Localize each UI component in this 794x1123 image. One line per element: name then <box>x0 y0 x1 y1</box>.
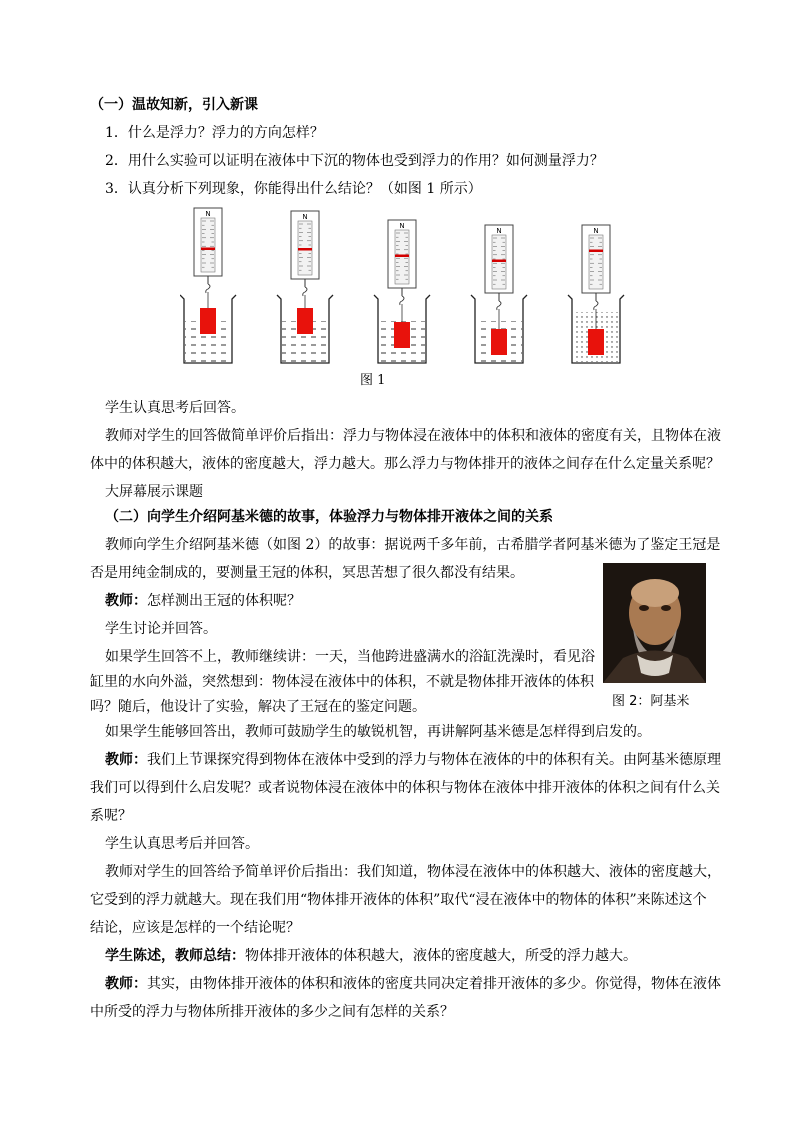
paragraph-students-answer: 学生认真思考后回答。 <box>105 400 245 416</box>
paragraph-teacher-2-2: 我们可以得到什么启发呢？或者说物体浸在液体中的体积与物体在液体中排开液体的体积之间有什么关 <box>90 780 720 796</box>
teacher-question-text: 怎样测出王冠的体积呢？ <box>147 593 301 609</box>
paragraph-story-1: 如果学生回答不上，教师继续讲：一天，当他跨进盛满水的浴缸洗澡时，看见浴 <box>105 649 595 665</box>
paragraph-teacher-2-3: 系呢？ <box>90 808 132 824</box>
paragraph-summary <box>105 946 637 966</box>
scale-pointer <box>298 248 312 251</box>
paragraph-think: 学生认真思考后并回答。 <box>105 836 259 852</box>
paragraph-eval-1: 教师对学生的回答给予简单评价后指出：我们知道，物体浸在液体中的体积越大、液体的密度越大， <box>105 864 721 880</box>
paragraph-teacher-eval-1: 教师对学生的回答做简单评价后指出：浮力与物体浸在液体中的体积和液体的密度有关，且物体在液 <box>105 428 721 444</box>
summary-text: 物体排开液体的体积越大，液体的密度越大，所受的浮力越大。 <box>245 948 637 964</box>
paragraph-student-can-answer: 如果学生能够回答出，教师可鼓励学生的敏锐机智，再讲解阿基米德是怎样得到启发的。 <box>105 724 651 740</box>
spring-scale-setup <box>568 225 624 363</box>
spring-scale-setup <box>374 220 430 363</box>
scale-pointer <box>201 248 215 251</box>
paragraph-final-2: 中所受的浮力与物体所排开液体的多少之间有怎样的关系？ <box>90 1004 454 1020</box>
paragraph-teacher-2-1 <box>105 750 721 770</box>
question-1: 1．什么是浮力？浮力的方向怎样？ <box>105 125 324 141</box>
scale-letter: N <box>205 210 211 218</box>
scale-hook-curve <box>594 301 598 310</box>
scale-pointer <box>395 255 409 258</box>
scale-letter: N <box>496 227 502 235</box>
summary-label: 学生陈述，教师总结： <box>105 948 245 964</box>
red-block <box>297 308 313 334</box>
paragraph-story-3: 吗？随后，他设计了实验，解决了王冠在的鉴定问题。 <box>90 699 426 715</box>
paragraph-archimedes-1: 教师向学生介绍阿基米德（如图 2）的故事：据说两千多年前，古希腊学者阿基米德为了鉴定王冠是 <box>105 537 721 553</box>
paragraph-teacher-question <box>105 591 301 611</box>
paragraph-story-2: 缸里的水向外溢，突然想到：物体浸在液体中的体积，不就是物体排开液体的体积 <box>90 674 594 690</box>
red-block <box>491 329 507 355</box>
scale-window <box>201 218 215 272</box>
paragraph-eval-2: 它受到的浮力就越大。现在我们用“物体排开液体的体积”取代“浸在液体中的物体的体积”来陈述这个 <box>90 892 707 908</box>
section-2-heading: （二）向学生介绍阿基米德的故事，体验浮力与物体排开液体之间的关系 <box>105 509 553 525</box>
figure-1-caption: 图 1 <box>360 373 386 388</box>
paragraph-teacher-eval-2: 体中的体积越大，液体的密度越大，浮力越大。那么浮力与物体排开的液体之间存在什么定量关系呢？ <box>90 456 720 472</box>
scale-hook-curve <box>303 287 307 296</box>
scale-pointer <box>492 260 506 263</box>
teacher-2-text: 我们上节课探究得到物体在液体中受到的浮力与物体在液体的中的体积有关。由阿基米德原理 <box>147 752 721 768</box>
question-2: 2．用什么实验可以证明在液体中下沉的物体也受到浮力的作用？如何测量浮力？ <box>105 153 604 169</box>
teacher-label-2: 教师： <box>105 752 147 768</box>
figure-2-caption: 图 2：阿基米 <box>612 694 690 709</box>
red-block <box>588 329 604 355</box>
scale-pointer <box>589 250 603 253</box>
paragraph-discuss: 学生讨论并回答。 <box>105 621 217 637</box>
scale-letter: N <box>302 213 308 221</box>
teacher-label: 教师： <box>105 593 147 609</box>
spring-scale-setup <box>471 225 527 363</box>
question-3: 3．认真分析下列现象，你能得出什么结论？（如图 1 所示） <box>105 181 482 197</box>
teacher-label-3: 教师： <box>105 976 147 992</box>
scale-hook-curve <box>206 284 210 293</box>
final-1-text: 其实，由物体排开液体的体积和液体的密度共同决定着排开液体的多少。你觉得，物体在液体 <box>147 976 721 992</box>
scale-hook-curve <box>400 296 404 305</box>
paragraph-archimedes-2: 否是用纯金制成的，要测量王冠的体积，冥思苦想了很久都没有结果。 <box>90 565 524 581</box>
paragraph-final-1 <box>105 974 721 994</box>
red-block <box>394 322 410 348</box>
spring-scale-setup <box>277 211 333 363</box>
scale-window <box>589 235 603 289</box>
archimedes-portrait <box>603 563 706 683</box>
spring-scale-setup <box>180 208 236 363</box>
scale-hook-curve <box>497 301 501 310</box>
figure-1-spring-scales <box>180 205 640 370</box>
red-block <box>200 308 216 334</box>
section-1-heading: （一）温故知新，引入新课 <box>90 97 258 113</box>
scale-letter: N <box>399 222 405 230</box>
scale-letter: N <box>593 227 599 235</box>
paragraph-big-screen: 大屏幕展示课题 <box>105 484 203 500</box>
paragraph-eval-3: 结论，应该是怎样的一个结论呢？ <box>90 920 300 936</box>
